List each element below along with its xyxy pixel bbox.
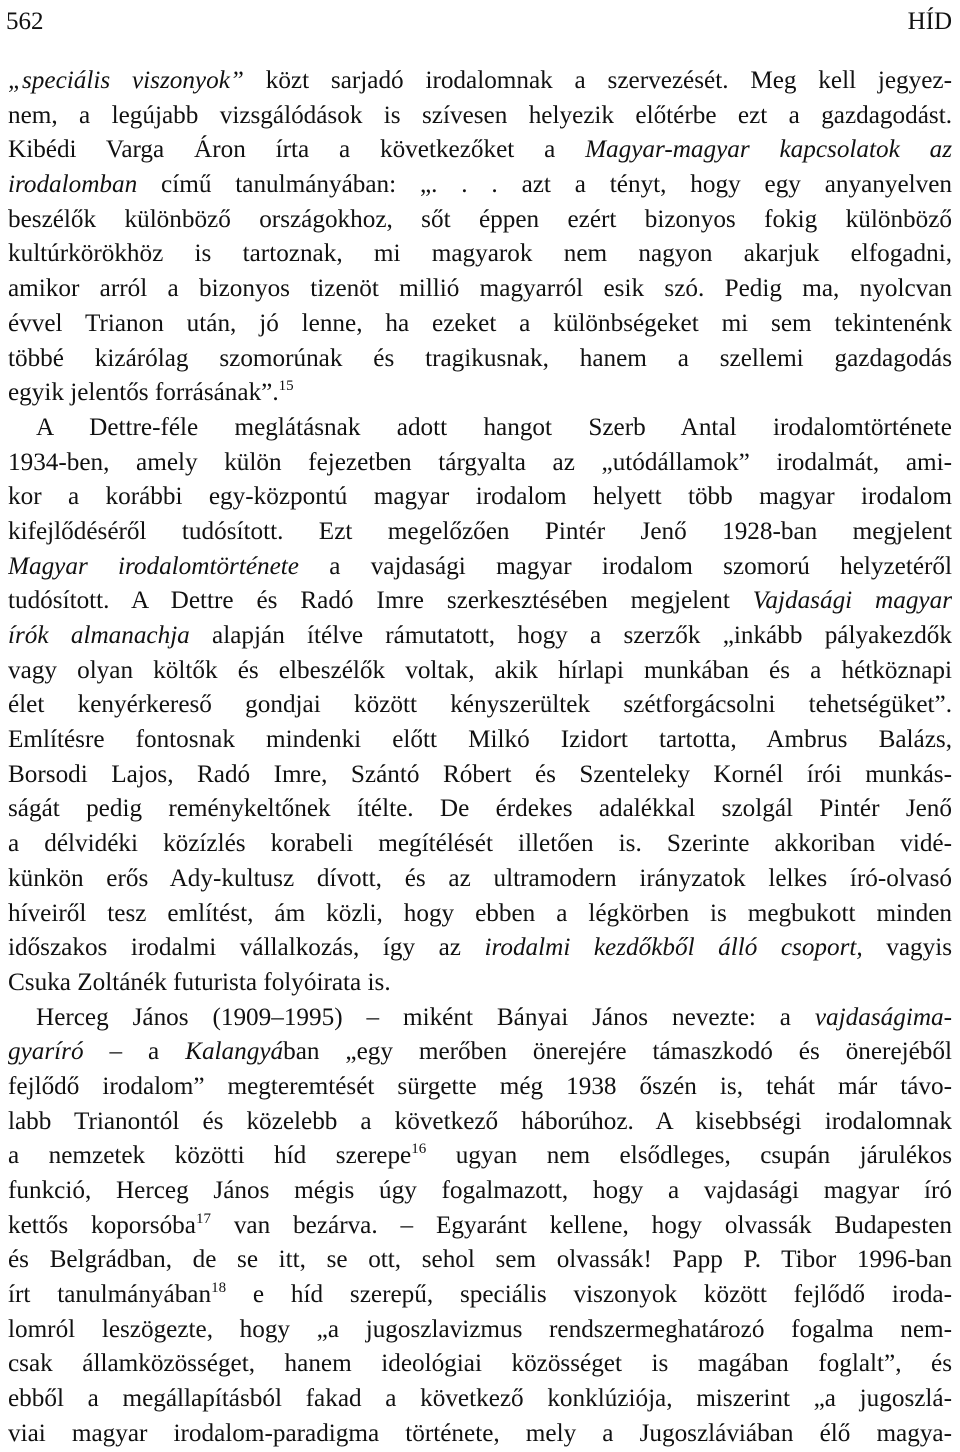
text-segment: Kibédi Varga Áron írta a következőket a: [8, 136, 586, 164]
text-line: [8, 1174, 952, 1209]
text-segment: e híd szerepű, speciális viszonyok között fejlődő iroda-: [226, 1281, 952, 1309]
footnote-ref: 17: [195, 1210, 211, 1227]
text-line: [8, 446, 952, 481]
text-line: [8, 1070, 952, 1105]
text-line: [8, 1243, 952, 1278]
text-line: [8, 480, 952, 515]
text-line: [8, 1382, 952, 1417]
text-segment: Csuka Zoltánék futurista folyóirata is.: [8, 968, 391, 996]
text-segment: ságát pedig reménykeltőnek ítélte. De érdekes adalékkal szolgál Pintér Jenő: [8, 795, 952, 823]
italic-text: Kalangyá: [185, 1038, 284, 1066]
text-line: [8, 203, 952, 238]
text-segment: van bezárva. – Egyaránt kellene, hogy olvassák Budapesten: [210, 1211, 952, 1239]
text-line: [8, 1209, 952, 1244]
text-segment: kifejlődéséről tudósított. Ezt megelőzően Pintér Jenő 1928-ban megjelent: [8, 517, 952, 545]
italic-text: „speciális viszonyok”: [8, 67, 244, 94]
text-line: [8, 1001, 952, 1036]
text-line: [8, 862, 952, 897]
page-header: [6, 4, 952, 40]
text-segment: írt tanulmányában: [8, 1281, 212, 1309]
text-segment: ebből a megállapításból fakad a következő konklúziója, miszerint „a jugoszlá-: [8, 1385, 952, 1413]
italic-text: írók almanachja: [8, 622, 190, 649]
text-segment: viai magyar irodalom-paradigma története, mely a Jugoszláviában élő magya-: [8, 1419, 952, 1447]
text-line: [8, 133, 952, 168]
text-line: [8, 966, 952, 1001]
text-segment: – a: [83, 1038, 186, 1066]
text-segment: kultúrkörökhöz is tartoznak, mi magyarok nem nagyon akarjuk elfogadni,: [8, 240, 952, 268]
text-line: [8, 1035, 952, 1070]
text-segment: A Dettre-féle meglátásnak adott hangot Szerb Antal irodalomtörténete: [36, 413, 952, 441]
text-line: [8, 342, 952, 377]
footnote-ref: 15: [278, 378, 294, 395]
text-line: [8, 64, 952, 99]
text-line: [8, 723, 952, 758]
text-segment: többé kizárólag szomorúnak és tragikusnak, hanem a szellemi gazdagodás: [8, 344, 952, 372]
italic-text: Magyar-magyar kapcsolatok az: [585, 136, 952, 164]
article-body: [8, 64, 952, 1452]
text-line: [8, 931, 952, 966]
text-line: [8, 550, 952, 585]
text-segment: beszélők különböző országokhoz, sőt éppen ezért bizonyos fokig különböző: [8, 205, 952, 233]
footnote-ref: 18: [211, 1280, 227, 1297]
text-line: [8, 1347, 952, 1382]
text-line: [8, 688, 952, 723]
text-line: [8, 1313, 952, 1348]
text-line: [8, 307, 952, 342]
text-segment: évvel Trianon után, jó lenne, ha ezeket a különbségeket mi sem tekintenénk: [8, 309, 952, 337]
text-line: [8, 99, 952, 134]
text-line: [8, 1278, 952, 1313]
text-segment: élet kenyérkereső gondjai között kényszerültek szétforgácsolni tehetségüket”.: [8, 691, 952, 719]
text-line: [8, 584, 952, 619]
text-line: [8, 168, 952, 203]
text-line: [8, 272, 952, 307]
text-segment: lomról leszögezte, hogy „a jugoszlavizmus rendszermeghatározó fogalma nem-: [8, 1315, 952, 1343]
text-segment: vagy olyan költők és elbeszélők voltak, akik hírlapi munkában és a hétköznapi: [8, 656, 952, 684]
italic-text: Vajdasági magyar: [752, 587, 952, 615]
text-segment: fejlődő irodalom” megteremtését sürgette még 1938 őszén is, tehát már távo-: [8, 1072, 952, 1100]
text-line: [8, 411, 952, 446]
text-segment: alapján ítélve rámutatott, hogy a szerzők „inkább pályakezdők: [189, 622, 952, 649]
text-segment: a vajdasági magyar irodalom szomorú helyzetéről: [298, 552, 952, 580]
text-segment: funkció, Herceg János mégis úgy fogalmazott, hogy a vajdasági magyar író: [8, 1177, 952, 1204]
text-segment: időszakos irodalmi vállalkozás, így az: [8, 934, 485, 962]
text-segment: labb Trianontól és közelebb a következő háborúhoz. A kisebbségi irodalomnak: [8, 1107, 952, 1135]
text-segment: 1934-ben, amely külön fejezetben tárgyalta az „utódállamok” irodalmát, ami-: [8, 448, 952, 476]
text-segment: csak államközösséget, hanem ideológiai közösséget is magában foglalt”, és: [8, 1350, 952, 1378]
text-segment: kettős koporsóba: [8, 1211, 196, 1239]
journal-title: HÍD: [907, 8, 952, 35]
text-line: [8, 758, 952, 793]
text-segment: amikor arról a bizonyos tizenöt millió magyarról esik szó. Pedig ma, nyolcvan: [8, 275, 952, 303]
italic-text: vajdaságima-: [814, 1003, 952, 1031]
text-segment: című tanulmányában: „. . . azt a tényt, hogy egy anyanyelven: [137, 171, 952, 199]
text-segment: künkön erős Ady-kultusz dívott, és az ultramodern irányzatok lelkes író-olvasó: [8, 864, 952, 892]
text-segment: egyik jelentős forrásának”.: [8, 379, 279, 407]
text-segment: kor a korábbi egy-központú magyar irodalom helyett több magyar irodalom: [8, 483, 952, 511]
text-segment: tudósított. A Dettre és Radó Imre szerkesztésében megjelent: [8, 587, 753, 615]
text-segment: ban „egy merőben önerejére támaszkodó és önerejéből: [283, 1038, 952, 1066]
italic-text: irodalmi kezdőkből álló csoport,: [484, 934, 863, 962]
italic-text: irodalomban: [8, 171, 138, 199]
text-segment: a délvidéki közízlés korabeli megítélését illetően is. Szerinte akkoriban vidé-: [8, 830, 952, 858]
text-segment: híveiről tesz említést, ám közli, hogy ebben a légkörben is megbukott minden: [8, 899, 952, 927]
text-segment: Borsodi Lajos, Radó Imre, Szántó Róbert és Szenteleky Kornél írói munkás-: [8, 760, 952, 788]
text-line: [8, 827, 952, 862]
italic-text: gyaríró: [8, 1038, 84, 1066]
text-line: [8, 515, 952, 550]
text-segment: és Belgrádban, de se itt, se ott, sehol sem olvassák! Papp P. Tibor 1996-ban: [8, 1246, 952, 1274]
text-line: [8, 1417, 952, 1452]
text-line: [8, 376, 952, 411]
text-line: [8, 619, 952, 654]
italic-text: Magyar irodalomtörténete: [8, 552, 299, 580]
text-segment: ugyan nem elsődleges, csupán járulékos: [426, 1142, 952, 1170]
page-number: 562: [6, 8, 44, 35]
text-segment: Herceg János (1909–1995) – miként Bányai János nevezte: a: [36, 1003, 815, 1031]
text-line: [8, 654, 952, 689]
text-line: [8, 1105, 952, 1140]
footnote-ref: 16: [411, 1141, 427, 1158]
text-segment: vagyis: [862, 934, 952, 962]
text-segment: nem, a legújabb vizsgálódások is szívesen helyezik előtérbe ezt a gazdagodást.: [8, 101, 952, 129]
text-segment: közt sarjadó irodalomnak a szervezését. Meg kell jegyez-: [243, 67, 952, 94]
text-line: [8, 897, 952, 932]
text-line: [8, 237, 952, 272]
text-line: [8, 792, 952, 827]
text-segment: Említésre fontosnak mindenki előtt Milkó Izidort tartotta, Ambrus Balázs,: [8, 726, 952, 754]
text-line: [8, 1139, 952, 1174]
text-segment: a nemzetek közötti híd szerepe: [8, 1142, 412, 1170]
